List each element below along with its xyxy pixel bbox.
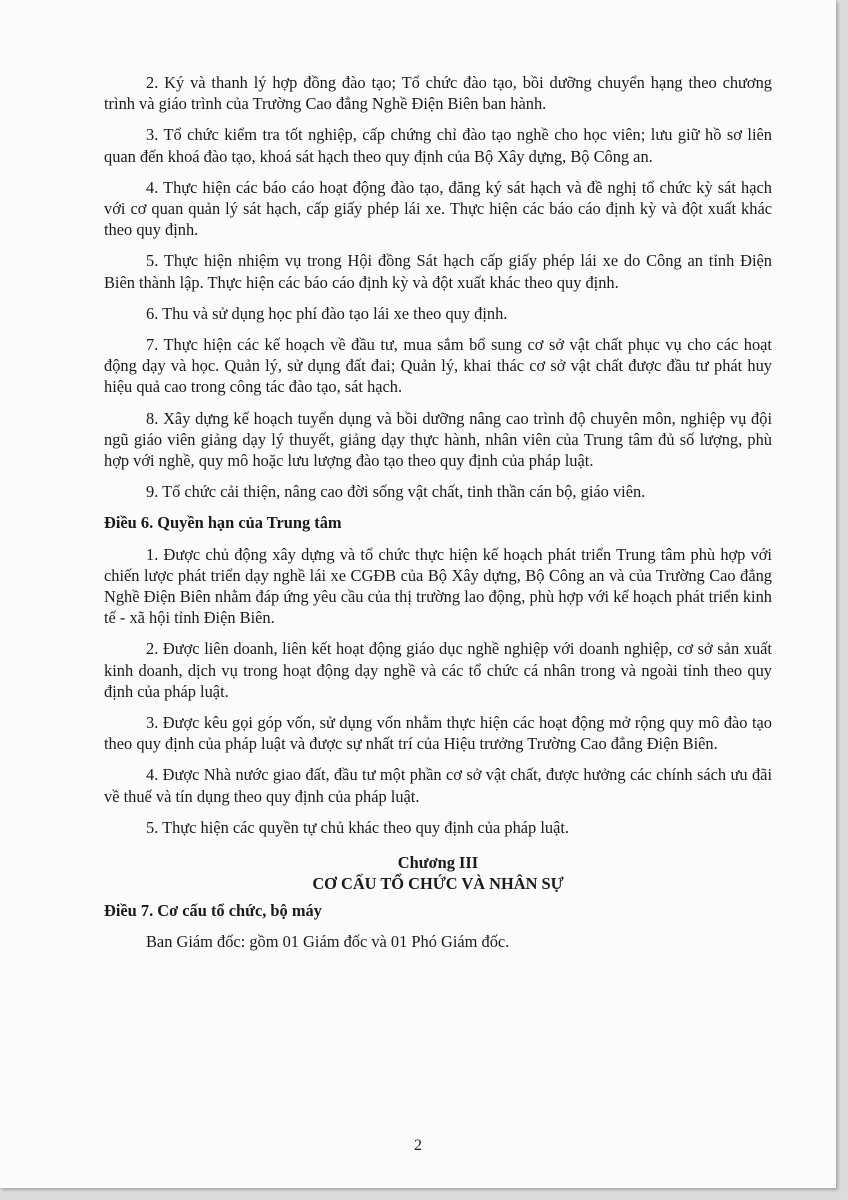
chapter-title: Chương III [397, 853, 479, 873]
chapter-subtitle: CƠ CẤU TỔ CHỨC VÀ NHÂN SỰ [312, 874, 564, 894]
paragraph-duty-9: 9. Tổ chức cải thiện, nâng cao đời sống vật chất, tinh thần cán bộ, giáo viên. [146, 482, 646, 502]
paragraph-duty-5: 5. Thực hiện nhiệm vụ trong Hội đồng Sát hạch cấp giấy phép lái xe do Công an tỉnh Điện Biên thành lập. Thực hiện các báo cáo định kỳ và đột xuất khác theo quy định. [104, 251, 772, 292]
paragraph-duty-2: 2. Ký và thanh lý hợp đồng đào tạo; Tổ chức đào tạo, bồi dưỡng chuyển hạng theo chương trình và giáo trình của Trường Cao đẳng Nghề Điện Biên ban hành. [104, 73, 772, 114]
paragraph-right-1: 1. Được chủ động xây dựng và tổ chức thực hiện kế hoạch phát triển Trung tâm phù hợp với chiến lược phát triển dạy nghề lái xe CGĐB của Bộ Xây dựng, Bộ Công an và của Trường Cao đẳng Nghề Điện Biên nhằm đáp ứng yêu cầu của thị trường lao động, phù hợp với kế hoạch phát triển kinh tế - xã hội tỉnh Điện Biên. [104, 544, 772, 628]
paragraph-right-3: 3. Được kêu gọi góp vốn, sử dụng vốn nhằm thực hiện các hoạt động mở rộng quy mô đào tạo theo quy định của pháp luật và được sự nhất trí của Hiệu trưởng Trường Cao đẳng Điện Biên. [104, 713, 772, 754]
paragraph-board: Ban Giám đốc: gồm 01 Giám đốc và 01 Phó Giám đốc. [146, 932, 510, 952]
paragraph-duty-7: 7. Thực hiện các kế hoạch về đầu tư, mua sắm bổ sung cơ sở vật chất phục vụ cho các hoạt động dạy và học. Quản lý, sử dụng đất đai; Quản lý, khai thác cơ sở vật chất được đầu tư phát huy hiệu quả cao trong công tác đào tạo, sát hạch. [104, 335, 772, 397]
paragraph-duty-8: 8. Xây dựng kế hoạch tuyển dụng và bồi dưỡng nâng cao trình độ chuyên môn, nghiệp vụ đội ngũ giáo viên giảng dạy lý thuyết, giảng dạy thực hành, nhân viên của Trung tâm đủ số lượng, phù hợp với nghề, quy mô hoặc lưu lượng đào tạo theo quy định của pháp luật. [104, 408, 772, 471]
paragraph-duty-6: 6. Thu và sử dụng học phí đào tạo lái xe theo quy định. [146, 303, 508, 323]
paragraph-right-5: 5. Thực hiện các quyền tự chủ khác theo quy định của pháp luật. [146, 817, 570, 837]
paragraph-duty-3: 3. Tổ chức kiểm tra tốt nghiệp, cấp chứng chỉ đào tạo nghề cho học viên; lưu giữ hồ sơ liên quan đến khoá đào tạo, khoá sát hạch theo quy định của Bộ Xây dựng, Bộ Công an. [104, 125, 772, 166]
page-number: 2 [414, 1137, 422, 1154]
paragraph-right-2: 2. Được liên doanh, liên kết hoạt động giáo dục nghề nghiệp với doanh nghiệp, cơ sở sản xuất kinh doanh, dịch vụ trong hoạt động dạy nghề và các tổ chức cá nhân trong và ngoài tỉnh theo quy định của pháp luật. [104, 639, 772, 701]
paragraph-right-4: 4. Được Nhà nước giao đất, đầu tư một phần cơ sở vật chất, được hưởng các chính sách ưu đãi về thuế và tín dụng theo quy định của pháp luật. [104, 765, 772, 806]
document-body [104, 72, 772, 963]
article-6-heading: Điều 6. Quyền hạn của Trung tâm [104, 513, 342, 533]
article-7-heading: Điều 7. Cơ cấu tổ chức, bộ máy [104, 901, 322, 921]
paragraph-duty-4: 4. Thực hiện các báo cáo hoạt động đào tạo, đăng ký sát hạch và đề nghị tổ chức kỳ sát hạch với cơ quan quản lý sát hạch, cấp giấy phép lái xe. Thực hiện các báo cáo định kỳ và đột xuất khác theo quy định. [104, 177, 772, 240]
